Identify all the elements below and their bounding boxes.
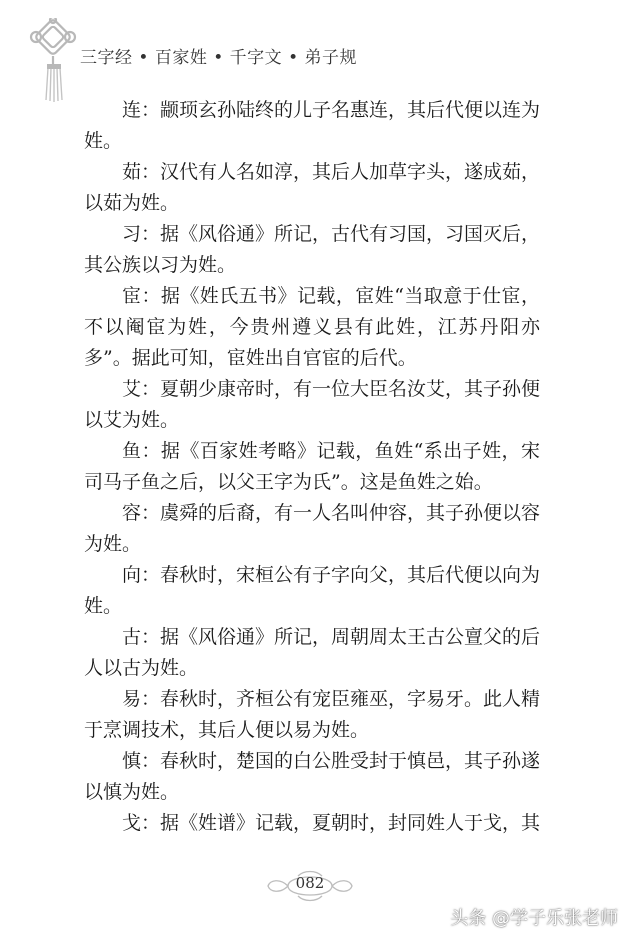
entry-xiang: 向：春秋时，宋桓公有子字向父，其后代便以向为姓。 <box>84 564 541 617</box>
entry-ru: 茹：汉代有人名如淳，其后人加草字头，遂成茹，以茹为姓。 <box>84 161 541 214</box>
page-number: 082 <box>295 874 325 892</box>
entry-xi: 习：据《风俗通》所记，古代有习国，习国灭后，其公族以习为姓。 <box>84 223 541 276</box>
entry-shen: 慎：春秋时，楚国的白公胜受封于慎邑，其子孙遂以慎为姓。 <box>84 750 541 803</box>
entry-huan: 宦：据《姓氏五书》记载，宦姓“当取意于仕宦，不以阉宦为姓，今贵州遵义县有此姓，江苏丹阳亦多”。据此可知，宦姓出自官宦的后代。 <box>84 285 540 369</box>
page-footer <box>0 868 640 908</box>
entry-ge: 戈：据《姓谱》记载，夏朝时，封同姓人于戈，其 <box>122 812 541 834</box>
page-content <box>84 95 540 839</box>
entry-yu: 鱼：据《百家姓考略》记载，鱼姓“系出子姓，宋司马子鱼之后，以父王字为氏”。这是鱼姓之始。 <box>84 440 540 493</box>
page-header <box>0 0 640 90</box>
watermark: 头条 @学子乐张老师 <box>450 908 618 929</box>
entry-lian: 连：颛顼玄孙陆终的儿子名惠连，其后代便以连为姓。 <box>84 99 541 152</box>
entry-ai: 艾：夏朝少康帝时，有一位大臣名汝艾，其子孙便以艾为姓。 <box>84 378 541 431</box>
entry-rong: 容：虞舜的后裔，有一人名叫仲容，其子孙便以容为姓。 <box>84 502 541 555</box>
chinese-knot-icon <box>26 18 86 103</box>
entry-gu: 古：据《风俗通》所记，周朝周太王古公亶父的后人以古为姓。 <box>84 626 541 679</box>
entry-yi: 易：春秋时，齐桓公有宠臣雍巫，字易牙。此人精于烹调技术，其后人便以易为姓。 <box>84 688 541 741</box>
book-title: 三字经 • 百家姓 • 千字文 • 弟子规 <box>80 48 358 68</box>
